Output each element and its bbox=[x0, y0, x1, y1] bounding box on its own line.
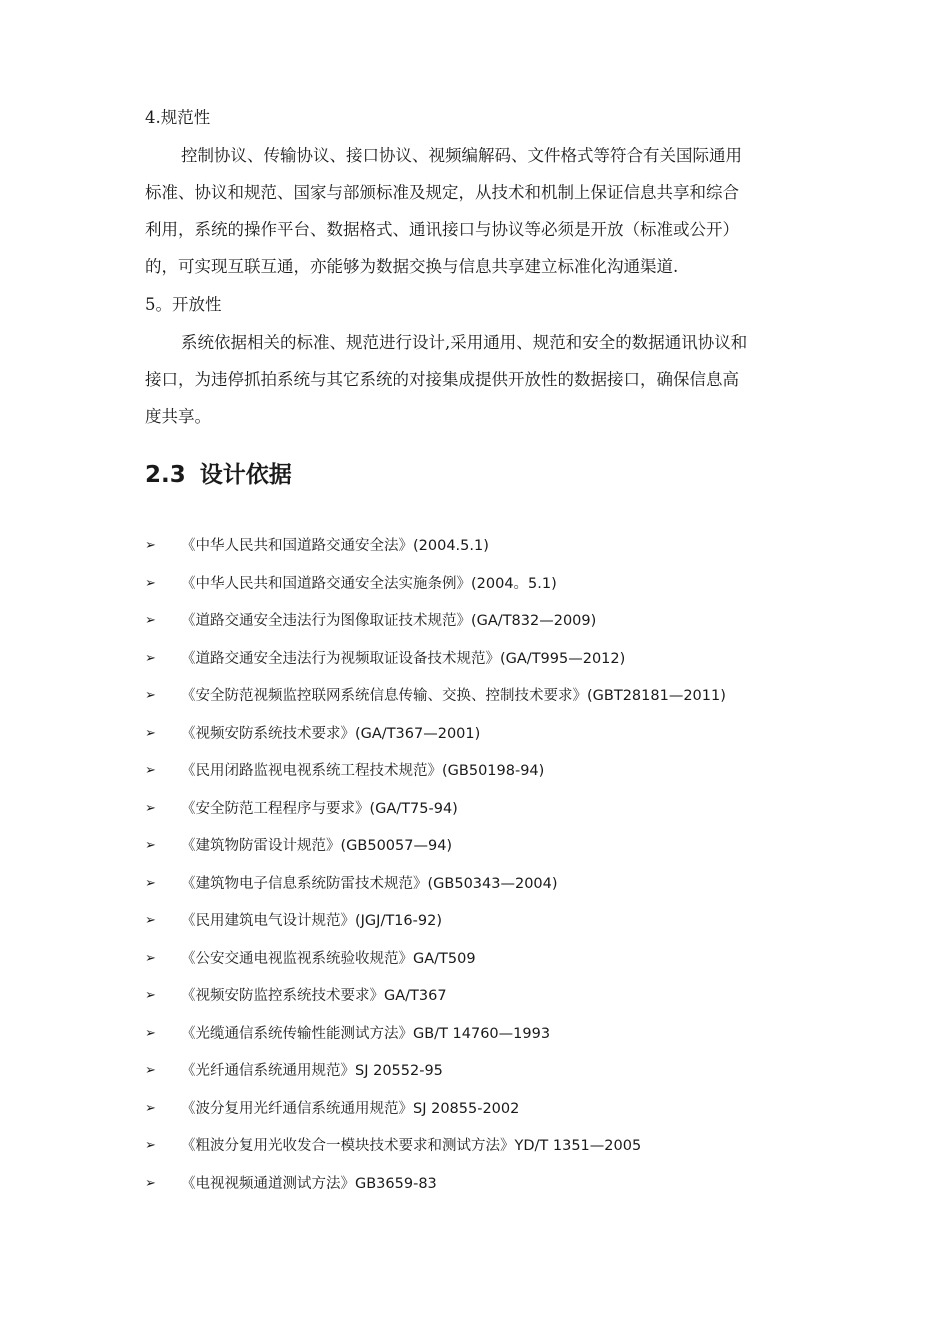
reference-text: 《民用闭路监视电视系统工程技术规范》(GB50198-94) bbox=[181, 763, 545, 779]
list-item bbox=[145, 535, 726, 573]
arrow-bullet-icon: ➢ bbox=[145, 650, 156, 666]
list-item bbox=[145, 723, 726, 761]
list-item bbox=[145, 948, 726, 986]
arrow-bullet-icon: ➢ bbox=[145, 1175, 156, 1191]
arrow-bullet-icon: ➢ bbox=[145, 1100, 156, 1116]
arrow-bullet-icon: ➢ bbox=[145, 950, 156, 966]
list-item bbox=[145, 573, 726, 611]
arrow-bullet-icon: ➢ bbox=[145, 725, 156, 741]
arrow-bullet-icon: ➢ bbox=[145, 538, 156, 553]
list-item bbox=[145, 1098, 726, 1136]
list-item bbox=[145, 835, 726, 873]
reference-text: 《安全防范工程程序与要求》(GA/T75-94) bbox=[181, 800, 458, 817]
section-heading-text: 设计依据 bbox=[199, 462, 292, 488]
reference-text: 《中华人民共和国道路交通安全法实施条例》(2004。5.1) bbox=[181, 575, 557, 592]
reference-text: 《视频安防系统技术要求》(GA/T367—2001) bbox=[181, 725, 481, 742]
reference-text: 《光纤通信系统通用规范》SJ 20552-95 bbox=[181, 1063, 443, 1079]
section-heading bbox=[145, 460, 292, 490]
reference-text: 《中华人民共和国道路交通安全法》(2004.5.1) bbox=[181, 538, 489, 554]
reference-text: 《民用建筑电气设计规范》(JGJ/T16-92) bbox=[181, 913, 442, 929]
reference-text: 《安全防范视频监控联网系统信息传输、交换、控制技术要求》(GBT28181—2011) bbox=[181, 688, 726, 704]
section5-paragraph-line: 接口，为违停抓拍系统与其它系统的对接集成提供开放性的数据接口，确保信息高 bbox=[145, 370, 739, 389]
section5-paragraph-line: 度共享。 bbox=[145, 407, 211, 426]
reference-text: 《粗波分复用光收发合一模块技术要求和测试方法》YD/T 1351—2005 bbox=[181, 1138, 642, 1154]
arrow-bullet-icon: ➢ bbox=[145, 988, 156, 1003]
arrow-bullet-icon: ➢ bbox=[145, 875, 156, 891]
list-item bbox=[145, 910, 726, 948]
arrow-bullet-icon: ➢ bbox=[145, 1025, 156, 1041]
list-item bbox=[145, 873, 726, 911]
reference-text: 《建筑物电子信息系统防雷技术规范》(GB50343—2004) bbox=[181, 875, 558, 892]
arrow-bullet-icon: ➢ bbox=[145, 575, 156, 591]
list-item bbox=[145, 985, 726, 1023]
list-item bbox=[145, 1173, 726, 1211]
arrow-bullet-icon: ➢ bbox=[145, 763, 156, 778]
list-item bbox=[145, 1135, 726, 1173]
reference-text: 《道路交通安全违法行为视频取证设备技术规范》(GA/T995—2012) bbox=[181, 650, 626, 667]
section4-paragraph-line: 的，可实现互联互通，亦能够为数据交换与信息共享建立标准化沟通渠道. bbox=[145, 257, 679, 276]
list-item bbox=[145, 648, 726, 686]
arrow-bullet-icon: ➢ bbox=[145, 613, 156, 628]
section4-title: 4.规范性 bbox=[145, 108, 211, 127]
list-item bbox=[145, 610, 726, 648]
reference-text: 《视频安防监控系统技术要求》GA/T367 bbox=[181, 988, 447, 1004]
reference-text: 《道路交通安全违法行为图像取证技术规范》(GA/T832—2009) bbox=[181, 613, 597, 629]
section4-paragraph-line: 控制协议、传输协议、接口协议、视频编解码、文件格式等符合有关国际通用 bbox=[181, 146, 742, 165]
reference-text: 《电视视频通道测试方法》GB3659-83 bbox=[181, 1175, 437, 1192]
arrow-bullet-icon: ➢ bbox=[145, 1063, 156, 1078]
reference-text: 《建筑物防雷设计规范》(GB50057—94) bbox=[181, 838, 453, 854]
reference-text: 《公安交通电视监视系统验收规范》GA/T509 bbox=[181, 950, 476, 967]
reference-text: 《波分复用光纤通信系统通用规范》SJ 20855-2002 bbox=[181, 1100, 520, 1117]
reference-text: 《光缆通信系统传输性能测试方法》GB/T 14760—1993 bbox=[181, 1025, 551, 1042]
arrow-bullet-icon: ➢ bbox=[145, 913, 156, 928]
section4-paragraph-line: 标准、协议和规范、国家与部颁标准及规定，从技术和机制上保证信息共享和综合 bbox=[145, 183, 739, 202]
arrow-bullet-icon: ➢ bbox=[145, 688, 156, 703]
reference-list bbox=[145, 535, 726, 1210]
list-item bbox=[145, 1023, 726, 1061]
arrow-bullet-icon: ➢ bbox=[145, 800, 156, 816]
list-item bbox=[145, 760, 726, 798]
list-item bbox=[145, 798, 726, 836]
section5-title: 5。开放性 bbox=[145, 295, 222, 314]
section-heading-number: 2.3 bbox=[145, 462, 186, 488]
arrow-bullet-icon: ➢ bbox=[145, 1138, 156, 1153]
section4-paragraph-line: 利用，系统的操作平台、数据格式、通讯接口与协议等必须是开放（标准或公开） bbox=[145, 220, 739, 239]
list-item bbox=[145, 685, 726, 723]
section5-paragraph-line: 系统依据相关的标准、规范进行设计,采用通用、规范和安全的数据通讯协议和 bbox=[181, 333, 748, 352]
list-item bbox=[145, 1060, 726, 1098]
arrow-bullet-icon: ➢ bbox=[145, 838, 156, 853]
